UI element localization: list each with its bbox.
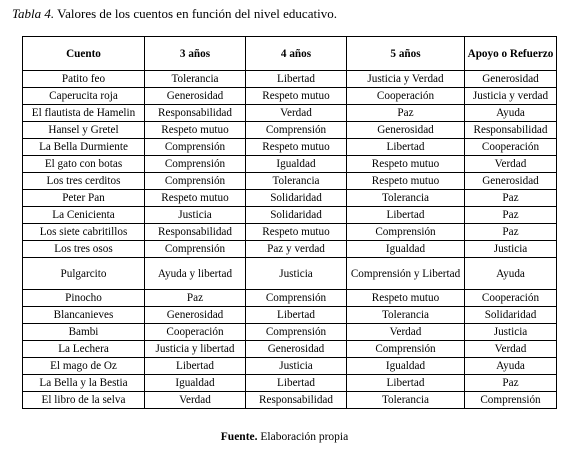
cell-3-anos: Responsabilidad: [145, 105, 246, 122]
header-cuento: Cuento: [23, 37, 145, 71]
cell-3-anos: Responsabilidad: [145, 224, 246, 241]
table-row: [23, 358, 557, 375]
cell-3-anos: Generosidad: [145, 88, 246, 105]
cell-apoyo-refuerzo: Cooperación: [465, 290, 557, 307]
header-3-anos: 3 años: [145, 37, 246, 71]
table-row: [23, 324, 557, 341]
table-row: [23, 190, 557, 207]
cell-cuento: Caperucita roja: [23, 88, 145, 105]
cell-4-anos: Generosidad: [246, 341, 347, 358]
cell-5-anos: Verdad: [347, 324, 465, 341]
cell-3-anos: Respeto mutuo: [145, 190, 246, 207]
cell-cuento: Hansel y Gretel: [23, 122, 145, 139]
table-row: [23, 156, 557, 173]
cell-cuento: Peter Pan: [23, 190, 145, 207]
cell-5-anos: Cooperación: [347, 88, 465, 105]
caption-text: Valores de los cuentos en función del nivel educativo.: [54, 6, 337, 21]
cell-4-anos: Libertad: [246, 375, 347, 392]
table-row: [23, 307, 557, 324]
table-row: [23, 375, 557, 392]
cell-cuento: Los siete cabritillos: [23, 224, 145, 241]
cell-cuento: Pinocho: [23, 290, 145, 307]
cell-3-anos: Verdad: [145, 392, 246, 409]
cell-cuento: La Bella Durmiente: [23, 139, 145, 156]
cell-5-anos: Respeto mutuo: [347, 156, 465, 173]
table-row: [23, 71, 557, 88]
source-text: Elaboración propia: [257, 431, 349, 443]
table-body: [23, 71, 557, 409]
cell-cuento: El libro de la selva: [23, 392, 145, 409]
table-row: [23, 122, 557, 139]
cell-4-anos: Justicia: [246, 358, 347, 375]
table-row: [23, 105, 557, 122]
cell-4-anos: Solidaridad: [246, 190, 347, 207]
header-5-anos: 5 años: [347, 37, 465, 71]
table-row: [23, 139, 557, 156]
cell-4-anos: Justicia: [246, 258, 347, 290]
cell-apoyo-refuerzo: Paz: [465, 224, 557, 241]
cell-4-anos: Paz y verdad: [246, 241, 347, 258]
cell-5-anos: Comprensión y Libertad: [347, 258, 465, 290]
cell-5-anos: Comprensión: [347, 341, 465, 358]
table-row: [23, 258, 557, 290]
caption-label: Tabla 4.: [12, 6, 55, 21]
cell-3-anos: Comprensión: [145, 241, 246, 258]
cell-cuento: El flautista de Hamelin: [23, 105, 145, 122]
header-4-anos: 4 años: [246, 37, 347, 71]
cell-apoyo-refuerzo: Ayuda: [465, 358, 557, 375]
cell-4-anos: Libertad: [246, 71, 347, 88]
header-apoyo-refuerzo: Apoyo o Refuerzo: [465, 37, 557, 71]
cell-apoyo-refuerzo: Verdad: [465, 156, 557, 173]
cell-cuento: Bambi: [23, 324, 145, 341]
cell-apoyo-refuerzo: Cooperación: [465, 139, 557, 156]
cell-3-anos: Libertad: [145, 358, 246, 375]
cell-5-anos: Tolerancia: [347, 307, 465, 324]
cell-apoyo-refuerzo: Generosidad: [465, 71, 557, 88]
cell-apoyo-refuerzo: Ayuda: [465, 258, 557, 290]
table-row: [23, 88, 557, 105]
table-row: [23, 173, 557, 190]
table-header: [23, 37, 557, 71]
cell-4-anos: Igualdad: [246, 156, 347, 173]
cell-4-anos: Respeto mutuo: [246, 139, 347, 156]
cell-5-anos: Libertad: [347, 375, 465, 392]
cell-cuento: La Cenicienta: [23, 207, 145, 224]
cell-4-anos: Comprensión: [246, 324, 347, 341]
cell-4-anos: Comprensión: [246, 122, 347, 139]
cell-5-anos: Igualdad: [347, 241, 465, 258]
cell-apoyo-refuerzo: Ayuda: [465, 105, 557, 122]
cell-apoyo-refuerzo: Justicia: [465, 324, 557, 341]
cell-4-anos: Verdad: [246, 105, 347, 122]
cell-cuento: La Bella y la Bestia: [23, 375, 145, 392]
cell-5-anos: Justicia y Verdad: [347, 71, 465, 88]
source-label: Fuente.: [220, 431, 258, 443]
cell-3-anos: Paz: [145, 290, 246, 307]
cell-apoyo-refuerzo: Solidaridad: [465, 307, 557, 324]
cell-3-anos: Cooperación: [145, 324, 246, 341]
cell-apoyo-refuerzo: Paz: [465, 207, 557, 224]
cell-3-anos: Igualdad: [145, 375, 246, 392]
table-row: [23, 341, 557, 358]
table-row: [23, 290, 557, 307]
cell-cuento: Los tres cerditos: [23, 173, 145, 190]
table-row: [23, 392, 557, 409]
cell-3-anos: Comprensión: [145, 139, 246, 156]
cell-apoyo-refuerzo: Paz: [465, 375, 557, 392]
cell-4-anos: Comprensión: [246, 290, 347, 307]
cell-3-anos: Justicia y libertad: [145, 341, 246, 358]
cell-3-anos: Tolerancia: [145, 71, 246, 88]
cell-3-anos: Generosidad: [145, 307, 246, 324]
cell-cuento: El mago de Oz: [23, 358, 145, 375]
cell-apoyo-refuerzo: Justicia: [465, 241, 557, 258]
cell-3-anos: Comprensión: [145, 156, 246, 173]
cell-cuento: Los tres osos: [23, 241, 145, 258]
cell-5-anos: Respeto mutuo: [347, 173, 465, 190]
cell-apoyo-refuerzo: Paz: [465, 190, 557, 207]
cell-5-anos: Generosidad: [347, 122, 465, 139]
cell-5-anos: Comprensión: [347, 224, 465, 241]
table-source: [0, 430, 569, 444]
cell-cuento: Patito feo: [23, 71, 145, 88]
cell-3-anos: Ayuda y libertad: [145, 258, 246, 290]
table-row: [23, 224, 557, 241]
cell-cuento: Pulgarcito: [23, 258, 145, 290]
cell-apoyo-refuerzo: Responsabilidad: [465, 122, 557, 139]
table-caption: [12, 6, 337, 22]
cell-3-anos: Justicia: [145, 207, 246, 224]
cell-5-anos: Tolerancia: [347, 190, 465, 207]
cell-4-anos: Responsabilidad: [246, 392, 347, 409]
cell-3-anos: Comprensión: [145, 173, 246, 190]
cell-5-anos: Paz: [347, 105, 465, 122]
cell-cuento: El gato con botas: [23, 156, 145, 173]
cell-5-anos: Libertad: [347, 207, 465, 224]
cell-5-anos: Libertad: [347, 139, 465, 156]
cell-cuento: Blancanieves: [23, 307, 145, 324]
cell-apoyo-refuerzo: Comprensión: [465, 392, 557, 409]
cell-4-anos: Tolerancia: [246, 173, 347, 190]
cell-4-anos: Respeto mutuo: [246, 224, 347, 241]
cell-4-anos: Solidaridad: [246, 207, 347, 224]
cell-4-anos: Respeto mutuo: [246, 88, 347, 105]
cell-4-anos: Libertad: [246, 307, 347, 324]
cell-5-anos: Respeto mutuo: [347, 290, 465, 307]
header-row: [23, 37, 557, 71]
values-table: [22, 36, 557, 409]
table-row: [23, 207, 557, 224]
cell-5-anos: Tolerancia: [347, 392, 465, 409]
cell-3-anos: Respeto mutuo: [145, 122, 246, 139]
cell-apoyo-refuerzo: Verdad: [465, 341, 557, 358]
cell-cuento: La Lechera: [23, 341, 145, 358]
cell-apoyo-refuerzo: Justicia y verdad: [465, 88, 557, 105]
cell-apoyo-refuerzo: Generosidad: [465, 173, 557, 190]
cell-5-anos: Igualdad: [347, 358, 465, 375]
table-row: [23, 241, 557, 258]
